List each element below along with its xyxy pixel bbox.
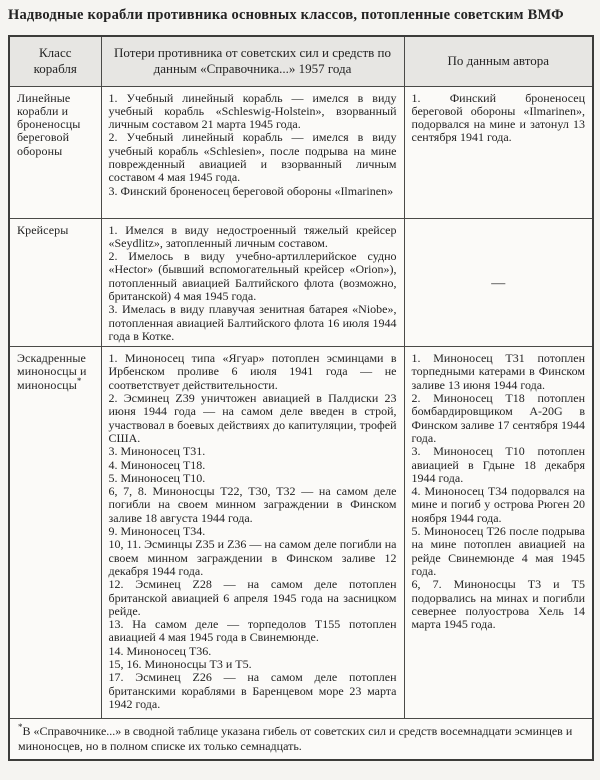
- author-data-cell: [404, 218, 593, 347]
- footnote-row: [9, 719, 593, 761]
- reference-losses-cell: [101, 218, 404, 347]
- book-page: [0, 6, 600, 780]
- ship-class-cell: Линейные корабли и броненосцы береговой обороны: [9, 86, 101, 218]
- list-item: 3. Миноносец Т10 потоплен авиацией в Гдыне 18 декабря 1944 года.: [411, 444, 585, 485]
- list-item: 4. Миноносец Т34 подорвался на мине и погиб у острова Рюген 20 ноября 1944 года.: [411, 484, 585, 525]
- list-item: 3. Имелась в виду плавучая зенитная батарея «Niobe», потопленная авиацией Балтийского флота 16 июля 1944 года в Котке.: [108, 302, 397, 343]
- header-ship-class: Класс корабля: [9, 36, 101, 86]
- table-row: [9, 86, 593, 218]
- ship-class-cell: Крейсеры: [9, 218, 101, 347]
- list-item: 1. Финский броненосец береговой обороны «Ilmarinen», подорвался на мине и затонул 13 сентября 1941 года.: [411, 90, 585, 145]
- table-row: [9, 347, 593, 719]
- page-title: Надводные корабли противника основных классов, потопленные советским ВМФ: [8, 7, 564, 23]
- author-data-cell: [404, 347, 593, 719]
- list-item: 2. Эсминец Z39 уничтожен авиацией в Палдиски 23 июня 1944 года — на самом деле введен в строй, участвовал в боевых действиях до капитуляции, трофей США.: [108, 391, 397, 445]
- list-item: —: [491, 275, 506, 291]
- list-item: 6, 7. Миноносцы Т3 и Т5 подорвались на минах и погибли севернее полуострова Хель 14 марта 1945 года.: [411, 577, 585, 632]
- list-item: 1. Учебный линейный корабль — имелся в виду учебный корабль «Schleswig-Holstein», взорванный личным составом 21 марта 1945 года.: [108, 90, 397, 132]
- list-item: 10, 11. Эсминцы Z35 и Z36 — на самом деле погибли на своем минном заграждении в Финском заливе 12 декабря 1944 года.: [108, 537, 397, 578]
- list-item: 3. Миноносец Т31.: [108, 444, 206, 459]
- list-item: 3. Финский броненосец береговой обороны «Ilmarinen»: [108, 183, 394, 198]
- header-reference-1957: Потери противника от советских сил и средств по данным «Справочника...» 1957 года: [101, 36, 404, 86]
- footnote-text: В «Справочнике...» в сводной таблице указана гибель от советских сил и средств восемнадцати эсминцев и миноносцев, но в полном списке их только семнадцать.: [18, 724, 573, 753]
- table-row: [9, 218, 593, 347]
- list-item: 6, 7, 8. Миноносцы Т22, Т30, Т32 — на самом деле погибли на своем минном заграждении в Финском заливе 18 августа 1944 года.: [108, 484, 397, 525]
- list-item: 9. Миноносец Т34.: [108, 524, 206, 539]
- list-item: 5. Миноносец Т10.: [108, 470, 206, 485]
- author-data-cell: [404, 86, 593, 218]
- header-row: [9, 36, 593, 86]
- footnote-marker: *: [18, 722, 23, 733]
- list-item: 1. Имелся в виду недостроенный тяжелый крейсер «Seydlitz», затопленный личным составом.: [108, 222, 397, 250]
- ship-class-cell: Эскадренные миноносцы и миноносцы*: [9, 347, 101, 719]
- losses-table: [8, 35, 594, 761]
- list-item: 1. Миноносец типа «Ягуар» потоплен эсминцами в Ирбенском проливе 6 июля 1941 года — не соответствует действительности.: [108, 351, 397, 392]
- footnote-reference-marker: *: [76, 375, 82, 386]
- list-item: 14. Миноносец Т36.: [108, 643, 212, 658]
- reference-losses-cell: [101, 347, 404, 719]
- list-item: 15, 16. Миноносцы Т3 и Т5.: [108, 657, 252, 671]
- list-item: 5. Миноносец Т26 после подрыва на мине потоплен авиацией на рейде Свинемюнде 4 мая 1945 года.: [411, 524, 585, 578]
- header-author: По данным автора: [404, 36, 593, 86]
- list-item: 12. Эсминец Z28 — на самом деле потоплен британской авиацией 6 апреля 1945 года на засницком рейде.: [108, 577, 397, 618]
- list-item: 13. На самом деле — торпедолов Т155 потоплен авиацией 4 мая 1945 года в Свинемюнде.: [108, 617, 397, 645]
- list-item: 2. Учебный линейный корабль — имелся в виду учебный корабль «Schlesien», после подрыва на мине поврежденный авиацией и взорванный личным составом 4 мая 1945 года.: [108, 130, 397, 185]
- footnote: [9, 719, 593, 761]
- list-item: 2. Имелось в виду учебно-артиллерийское судно «Hector» (бывший вспомогательный крейсер «Orion»), потопленный авиацией Балтийского флота (возможно, британской) 4 мая 1945 года.: [108, 249, 397, 303]
- list-item: 1. Миноносец Т31 потоплен торпедными катерами в Финском заливе 13 июня 1944 года.: [411, 351, 585, 392]
- reference-losses-cell: [101, 86, 404, 218]
- list-item: 17. Эсминец Z26 — на самом деле потоплен британскими кораблями в Баренцевом море 23 марта 1942 года.: [108, 670, 397, 711]
- list-item: 2. Миноносец Т18 потоплен бомбардировщиком А-20G в Финском заливе 17 сентября 1944 года.: [411, 391, 585, 445]
- list-item: 4. Миноносец Т18.: [108, 457, 206, 472]
